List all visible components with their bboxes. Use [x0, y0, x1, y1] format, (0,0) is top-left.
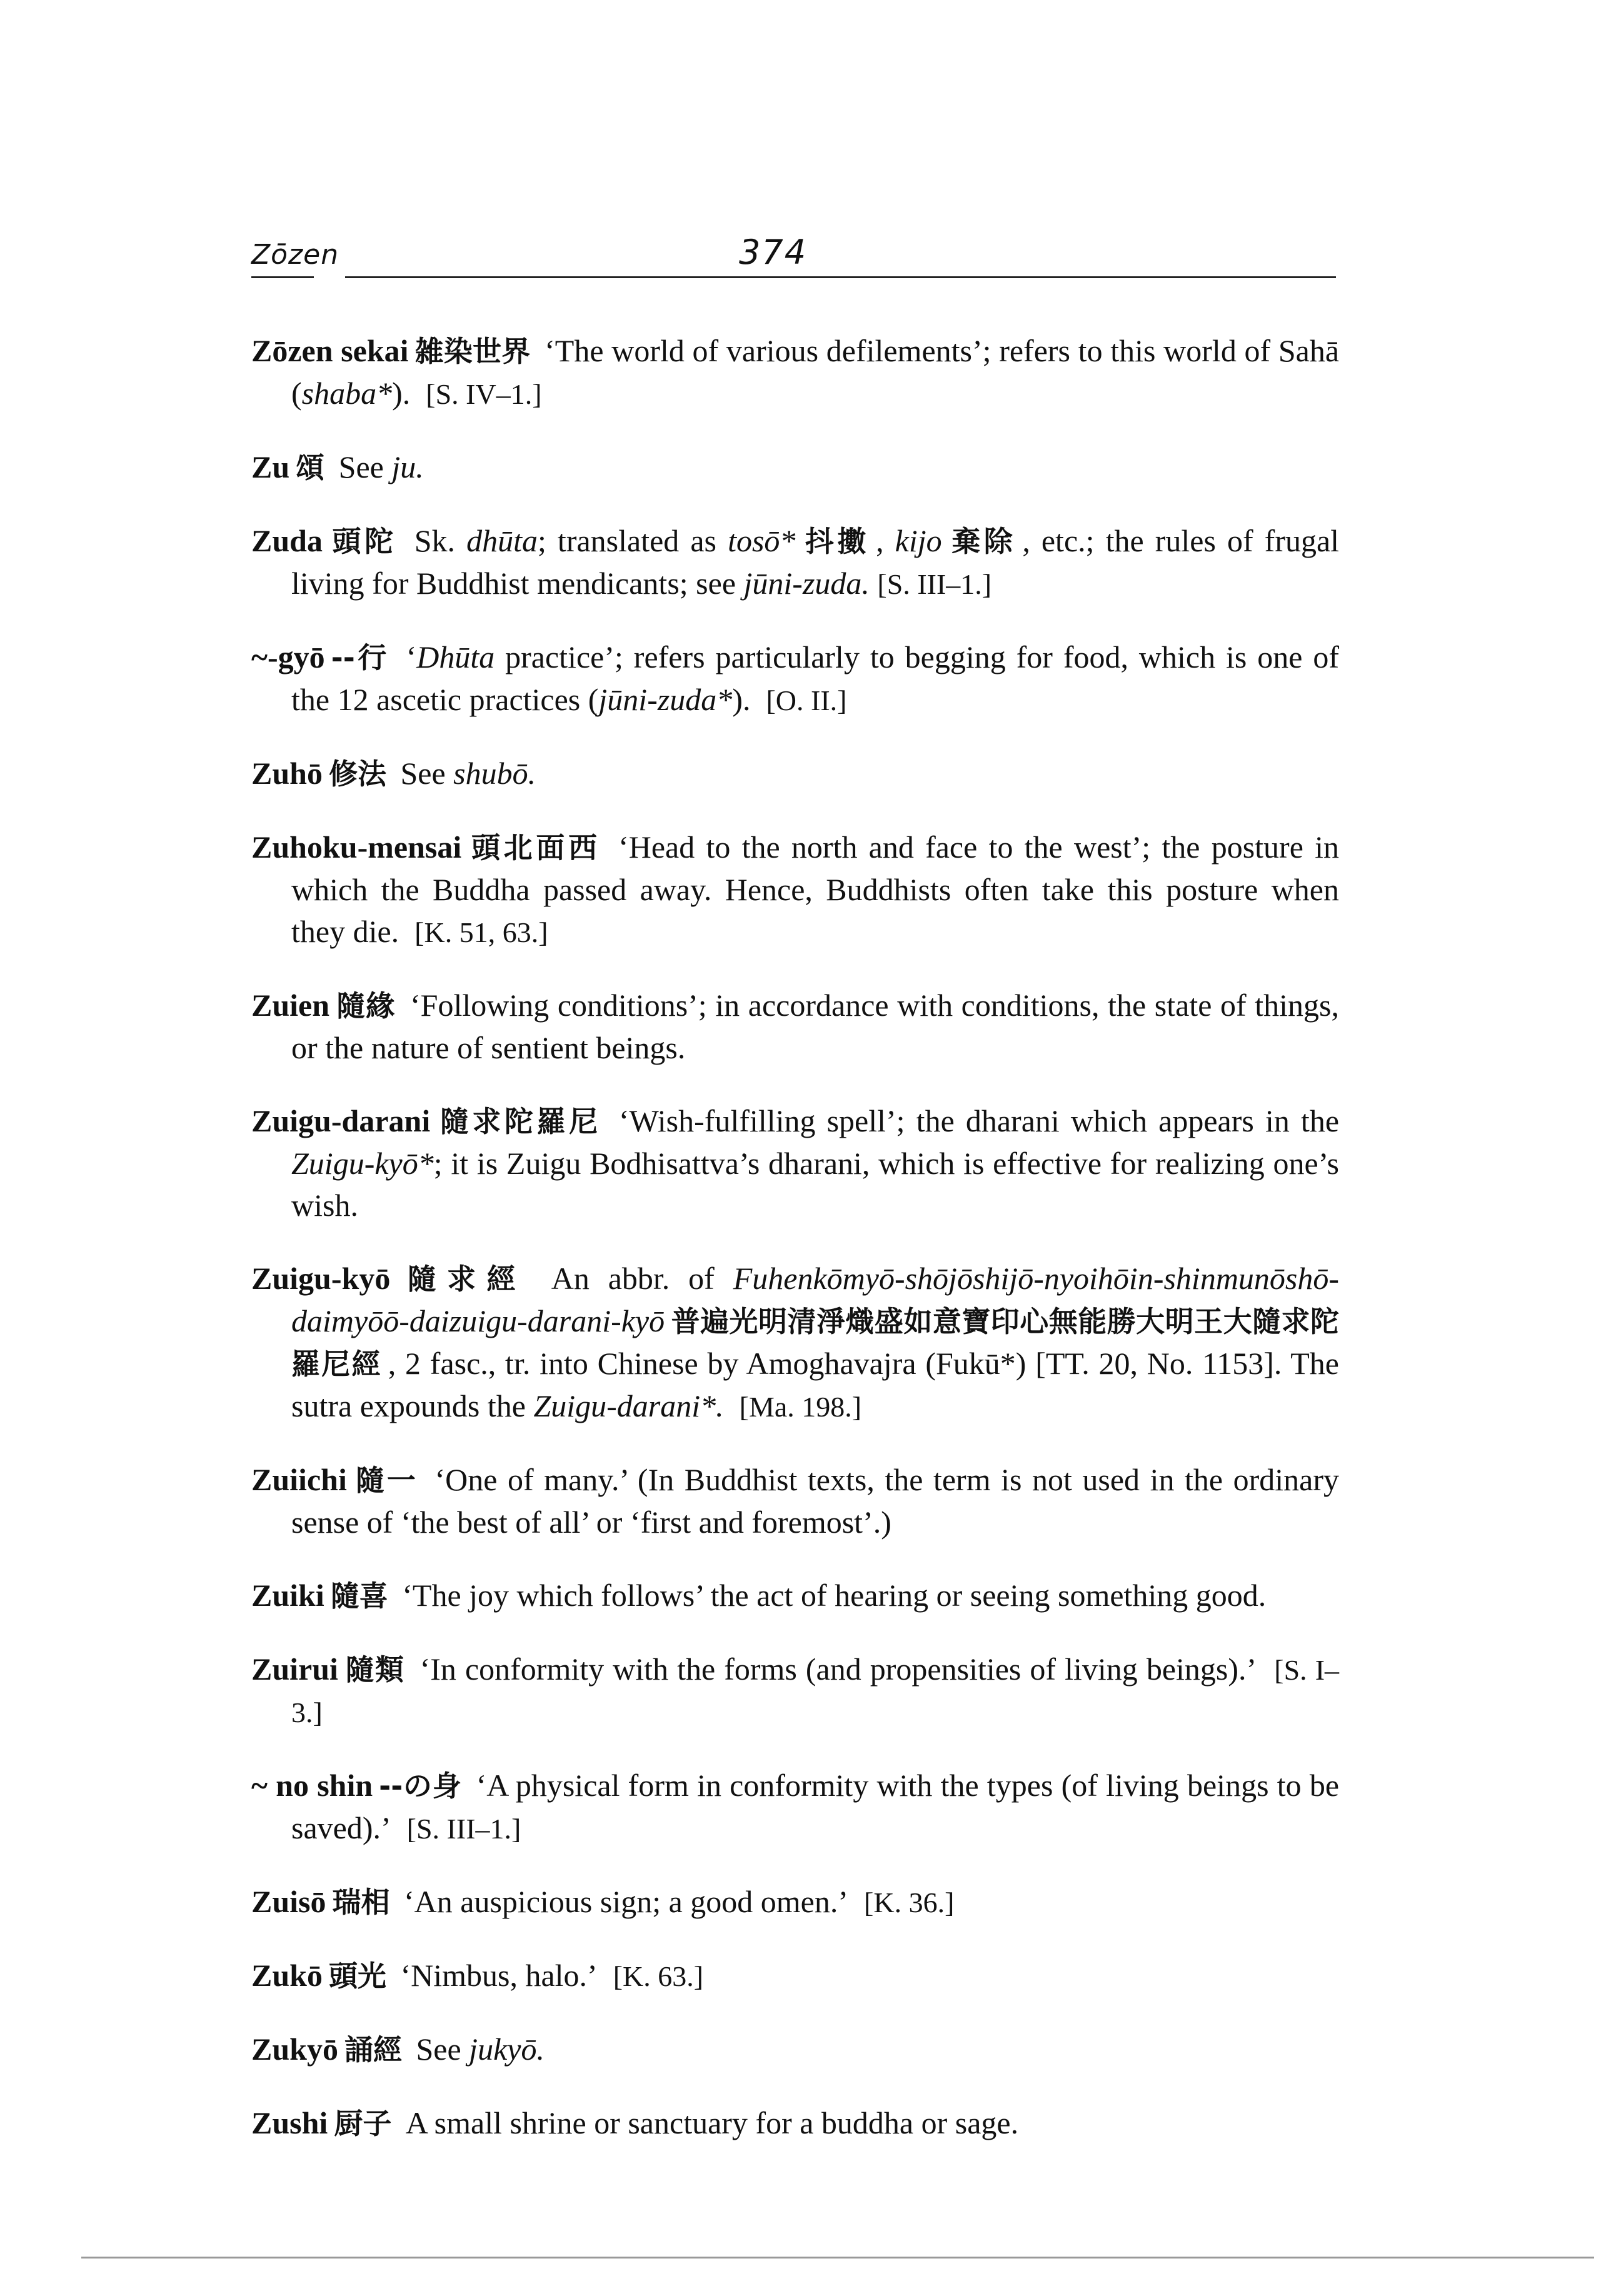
cross-reference: tosō*	[728, 523, 796, 558]
cross-reference: ju.	[391, 449, 424, 484]
entry-zushi	[251, 2102, 1339, 2145]
definition-text: ‘	[406, 639, 417, 674]
headword: Zuda	[251, 523, 323, 558]
kanji: 隨喜	[330, 1579, 388, 1613]
headword: Zushi	[251, 2105, 328, 2140]
page-number: 374	[739, 233, 808, 272]
kanji: 棄除	[948, 524, 1016, 558]
definition-text: ‘Head to the north and face to the west’; the posture in which the Buddha passed away. Hence, Buddhists often take this posture when they die.	[291, 830, 1340, 949]
entry-zukyo	[251, 2028, 1339, 2071]
definition-text: Sk.	[414, 523, 467, 558]
kanji: 隨求經	[396, 1262, 526, 1296]
kanji: 普遍光明清淨熾盛如意寶印心無能勝大明王大隨求陀羅尼經	[291, 1305, 1339, 1381]
cross-reference: jūni-zuda*	[598, 682, 733, 717]
definition-text: , etc.; the rules of frugal living for Buddhist mendicants; see	[291, 523, 1340, 601]
definition-text: ; it is Zuigu Bodhisattva’s dharani, which is effective for realizing one’s wish.	[291, 1146, 1339, 1223]
definition-text: A small shrine or sanctuary for a buddha or sage.	[405, 2105, 1019, 2140]
headword: Zuirui	[251, 1652, 338, 1687]
sutra-title: Fuhenkōmyō-shōjōshijō-nyoihōin-shinmunōshō-daimyōō-daizuigu-darani-kyō	[291, 1261, 1340, 1338]
kanji: 厨子	[334, 2107, 392, 2140]
headword: Zukō	[251, 1958, 323, 1993]
headword: Zuhō	[251, 756, 323, 791]
kanji: 隨一	[353, 1463, 418, 1497]
entry-zuda-gyo	[251, 636, 1339, 721]
source-reference: [K. 63.]	[613, 1960, 704, 1992]
cross-reference: Zuigu-darani*.	[533, 1388, 724, 1423]
source-reference: [S. III–1.]	[877, 568, 992, 600]
source-reference: [K. 36.]	[864, 1887, 955, 1918]
kanji: 頭陀	[328, 524, 397, 558]
entry-zuirui	[251, 1648, 1339, 1733]
kanji: 頭光	[328, 1959, 386, 1993]
definition-text: ‘Nimbus, halo.’	[400, 1958, 598, 1993]
definition-text: ‘The world of various defilements’; refers to this world of Sahā (	[291, 333, 1340, 411]
definition-text: ; translated as	[537, 523, 728, 558]
definition-text: ,	[876, 523, 895, 558]
cross-reference: shubō.	[453, 756, 536, 791]
headword: ~-gyō	[251, 639, 325, 674]
japanese-term: kijo	[895, 523, 942, 558]
entry-zuien	[251, 985, 1339, 1069]
headword: Zuigu-kyō	[251, 1261, 391, 1296]
headword: Zuiichi	[251, 1462, 347, 1497]
definition-text: ).	[392, 376, 411, 411]
kanji: 修法	[328, 757, 386, 791]
kanji: 隨緣	[336, 989, 396, 1023]
kanji: --の身	[379, 1769, 462, 1803]
definition-text: ‘A physical form in conformity with the types (of living beings to be saved).’	[291, 1768, 1340, 1845]
bottom-edge-line	[81, 2257, 1594, 2258]
source-reference: [K. 51, 63.]	[414, 916, 548, 948]
entry-zu	[251, 446, 1339, 489]
kanji: 隨類	[344, 1653, 405, 1687]
kanji: 抖擻	[801, 524, 870, 558]
source-reference: [S. I–3.]	[291, 1654, 1340, 1728]
headword: ~ no shin	[251, 1768, 373, 1803]
headword: Zuisō	[251, 1884, 326, 1919]
definition-text: ‘One of many.’ (In Buddhist texts, the term is not used in the ordinary sense of ‘the best of all’ or ‘first and foremost’.)	[291, 1462, 1340, 1540]
source-reference: [Ma. 198.]	[739, 1391, 862, 1423]
header-rule	[345, 276, 1336, 278]
entry-zuko	[251, 1955, 1339, 1997]
entry-zuho	[251, 753, 1339, 795]
cross-reference: Zuigu-kyō*	[291, 1146, 434, 1181]
cross-reference: jukyō.	[469, 2032, 545, 2067]
headword: Zuigu-darani	[251, 1103, 431, 1138]
page-header	[251, 222, 1336, 278]
entry-zuigu-darani	[251, 1100, 1339, 1226]
entry-zuhoku-mensai	[251, 826, 1339, 953]
headword: Zuiki	[251, 1578, 324, 1613]
definition-text: ‘In conformity with the forms (and propensities of living beings).’	[419, 1652, 1257, 1687]
entry-zuiso	[251, 1881, 1339, 1923]
entry-zozen-sekai	[251, 330, 1339, 415]
cross-reference: shaba*	[301, 376, 393, 411]
kanji: 雑染世界	[414, 334, 531, 368]
entry-zuda	[251, 520, 1339, 605]
definition-text: ‘Wish-fulfilling spell’; the dharani which appears in the	[618, 1103, 1340, 1138]
cross-reference: jūni-zuda.	[743, 566, 870, 601]
sanskrit-term: Dhūta	[416, 639, 495, 674]
definition-text: See	[400, 756, 454, 791]
sanskrit-term: dhūta	[466, 523, 538, 558]
definition-text: practice’; refers particularly to begging for food, which is one of the 12 ascetic practices (	[291, 639, 1340, 717]
entry-zuigu-kyo	[251, 1258, 1339, 1428]
headword: Zu	[251, 449, 290, 484]
running-head: Zōzen	[251, 239, 339, 271]
kanji: 頭北面西	[468, 831, 601, 865]
headword: Zuien	[251, 988, 330, 1023]
definition-text: ‘An auspicious sign; a good omen.’	[404, 1884, 849, 1919]
kanji: 誦經	[344, 2033, 402, 2067]
definition-text: See	[416, 2032, 469, 2067]
definition-text: See	[338, 449, 392, 484]
kanji: 隨求陀羅尼	[436, 1105, 601, 1138]
kanji: --行	[331, 641, 389, 674]
definition-text: , 2 fasc., tr. into Chinese by Amoghavajra (Fukū*) [TT. 20, No. 1153]. The sutra expounds the	[291, 1346, 1340, 1423]
definition-text: ‘The joy which follows’ the act of hearing or seeing something good.	[402, 1578, 1267, 1613]
dictionary-entries	[251, 299, 1339, 2153]
source-reference: [S. III–1.]	[406, 1813, 521, 1845]
definition-text: ).	[732, 682, 751, 717]
definition-text: ‘Following conditions’; in accordance with conditions, the state of things, or the nature of sentient beings.	[291, 988, 1340, 1065]
source-reference: [S. IV–1.]	[426, 378, 542, 410]
headword: Zukyō	[251, 2032, 338, 2067]
headword: Zuhoku-mensai	[251, 830, 462, 865]
headword: Zōzen sekai	[251, 333, 409, 368]
source-reference: [O. II.]	[766, 684, 847, 716]
entry-zuiki	[251, 1575, 1339, 1617]
kanji: 頌	[296, 451, 325, 484]
header-rule-left	[251, 276, 314, 278]
entry-zuiichi	[251, 1459, 1339, 1543]
entry-zuirui-no-shin	[251, 1765, 1339, 1850]
definition-text: An abbr. of	[551, 1261, 733, 1296]
kanji: 瑞相	[332, 1885, 390, 1919]
